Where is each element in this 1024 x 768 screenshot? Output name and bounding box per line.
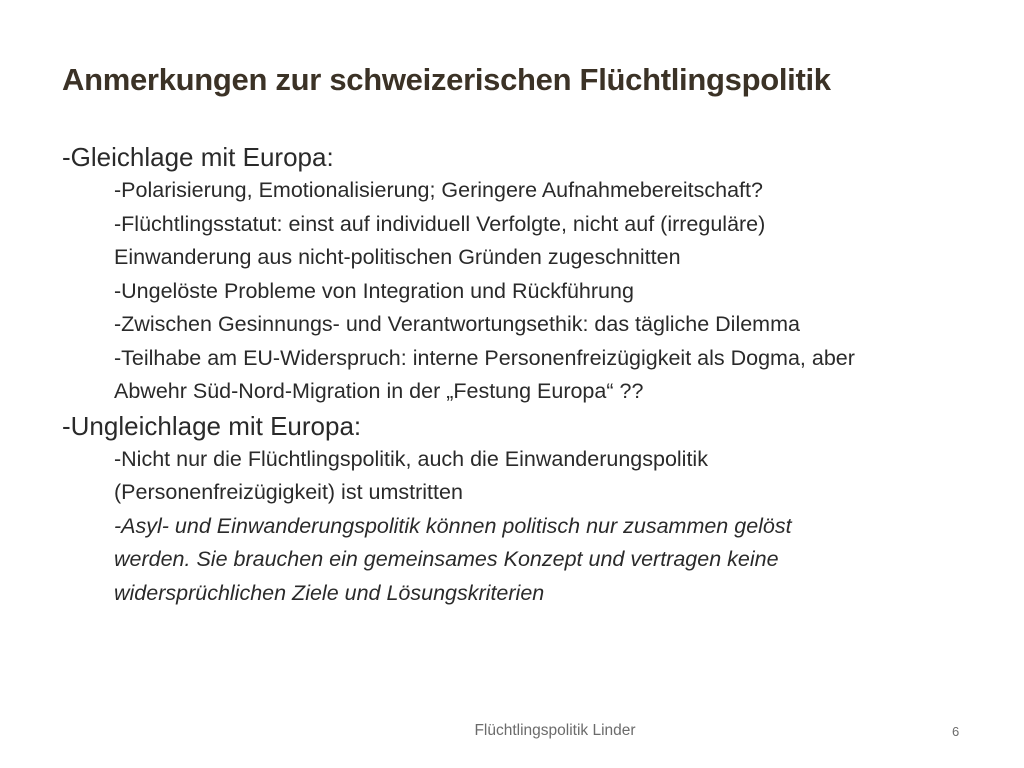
section-heading-ungleichlage: -Ungleichlage mit Europa: xyxy=(62,410,362,441)
list-item: (Personenfreizügigkeit) ist umstritten xyxy=(114,480,463,504)
list-item: -Flüchtlingsstatut: einst auf individuell Verfolgte, nicht auf (irreguläre) xyxy=(114,211,766,236)
list-item: -Ungelöste Probleme von Integration und Rückführung xyxy=(114,278,634,303)
section-heading-gleichlage: -Gleichlage mit Europa: xyxy=(62,142,334,172)
list-item: -Polarisierung, Emotionalisierung; Geringere Aufnahmebereitschaft? xyxy=(114,178,763,202)
section-list-ungleichlage xyxy=(62,443,1012,611)
list-item: -Teilhabe am EU-Widerspruch: interne Personenfreizügigkeit als Dogma, aber xyxy=(114,345,855,370)
page-number: 6 xyxy=(952,724,960,739)
list-item: -Nicht nur die Flüchtlingspolitik, auch die Einwanderungspolitik xyxy=(114,446,708,471)
footer-text: Flüchtlingspolitik Linder xyxy=(474,722,636,739)
section-list-gleichlage xyxy=(62,174,1012,409)
list-item-emphasis: werden. Sie brauchen ein gemeinsames Konzept und vertragen keine xyxy=(114,547,779,571)
slide-title: Anmerkungen zur schweizerischen Flüchtlingspolitik xyxy=(62,62,831,97)
slide-content xyxy=(62,140,1012,610)
list-item: Einwanderung aus nicht-politischen Gründen zugeschnitten xyxy=(114,245,681,269)
list-item-emphasis: -Asyl- und Einwanderungspolitik können politisch nur zusammen gelöst xyxy=(114,513,792,538)
list-item-emphasis: widersprüchlichen Ziele und Lösungskriterien xyxy=(114,580,545,605)
list-item: -Zwischen Gesinnungs- und Verantwortungsethik: das tägliche Dilemma xyxy=(114,312,800,336)
list-item: Abwehr Süd-Nord-Migration in der „Festung Europa“ ?? xyxy=(114,379,644,403)
